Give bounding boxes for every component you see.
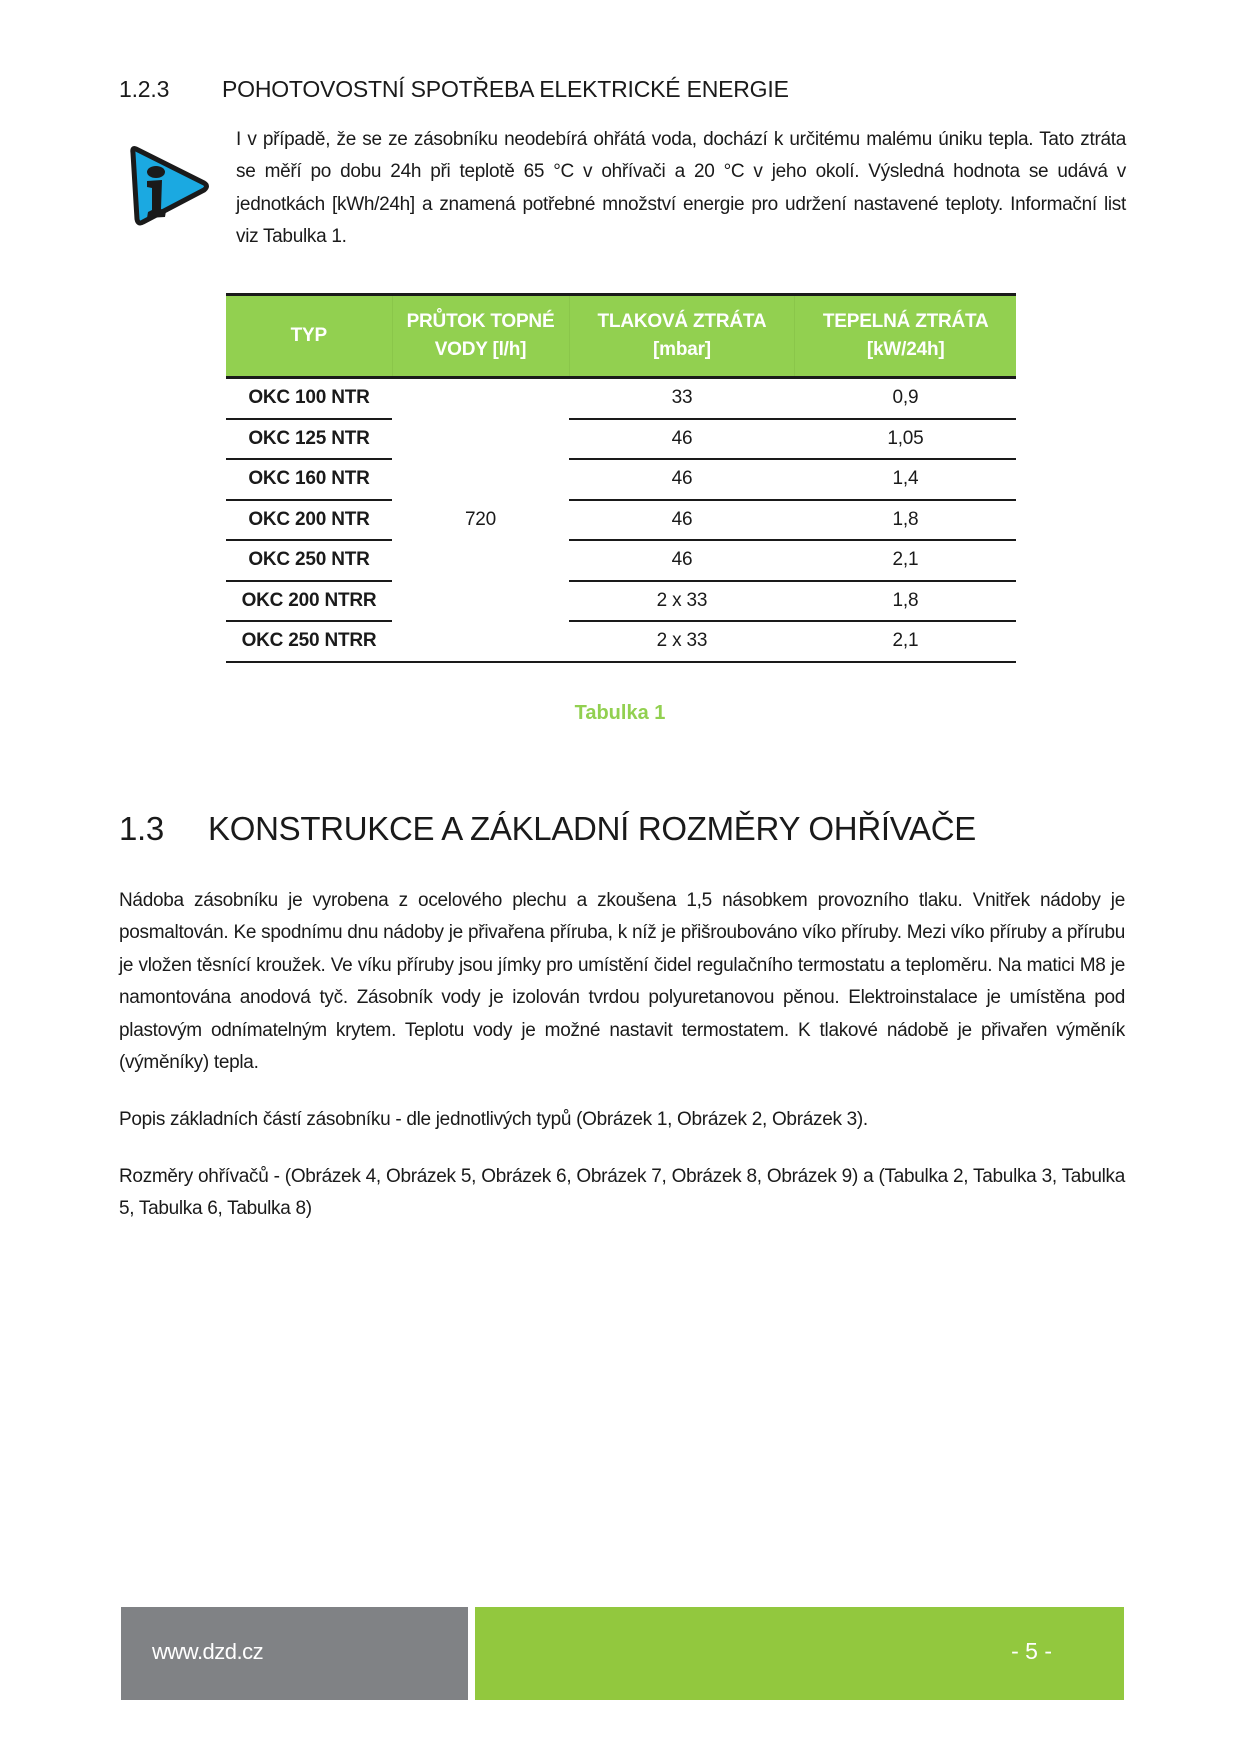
section-number: 1.2.3 [119, 76, 170, 102]
cell-pressure: 33 [569, 378, 795, 419]
dimensions-paragraph: Rozměry ohřívačů - (Obrázek 4, Obrázek 5, Obrázek 6, Obrázek 7, Obrázek 8, Obrázek 9) a (Tabulka 2, Tabulka 3, Tabulka 5, Tabulka 6, Tabulka 8) [119, 1166, 1125, 1220]
parts-paragraph: Popis základních částí zásobníku - dle jednotlivých typů (Obrázek 1, Obrázek 2, Obrázek 3). [119, 1109, 868, 1130]
cell-typ: OKC 160 NTR [226, 459, 392, 500]
table-row [226, 621, 1016, 662]
cell-heat: 1,8 [795, 500, 1016, 541]
cell-pressure: 46 [569, 500, 795, 541]
footer-website-block [121, 1607, 468, 1700]
section-number: 1.3 [119, 810, 164, 847]
header-typ: TYP [226, 295, 392, 378]
cell-typ: OKC 100 NTR [226, 378, 392, 419]
page-number: - 5 - [1011, 1638, 1052, 1664]
cell-heat: 2,1 [795, 621, 1016, 662]
footer-url-link[interactable]: www.dzd.cz [152, 1639, 264, 1664]
cell-heat: 0,9 [795, 378, 1016, 419]
cell-heat: 1,4 [795, 459, 1016, 500]
cell-pressure: 2 x 33 [569, 621, 795, 662]
table-row [226, 419, 1016, 460]
header-pressure-loss: TLAKOVÁ ZTRÁTA [mbar] [569, 295, 795, 378]
header-heat-loss: TEPELNÁ ZTRÁTA [kW/24h] [795, 295, 1016, 378]
cell-pressure: 2 x 33 [569, 581, 795, 622]
table-row [226, 459, 1016, 500]
header-flow: PRŮTOK TOPNÉ VODY [l/h] [392, 295, 569, 378]
cell-pressure: 46 [569, 419, 795, 460]
table-row [226, 581, 1016, 622]
cell-heat: 1,05 [795, 419, 1016, 460]
info-icon [128, 143, 210, 229]
cell-typ: OKC 250 NTRR [226, 621, 392, 662]
table-row [226, 500, 1016, 541]
intro-paragraph: I v případě, že se ze zásobníku neodebírá ohřátá voda, dochází k určitému malému úniku tepla. Tato ztráta se měří po dobu 24h při teplotě 65 °C v ohřívači a 20 °C v jeho okolí. Výsledná hodnota se udává v jednotkách [kWh/24h] a znamená potřebné množství energie pro udržení nastavené teploty. Informační list viz Tabulka 1. [236, 129, 1126, 248]
cell-typ: OKC 200 NTR [226, 500, 392, 541]
section-title: KONSTRUKCE A ZÁKLADNÍ ROZMĚRY OHŘÍVAČE [208, 810, 976, 847]
section-title: POHOTOVOSTNÍ SPOTŘEBA ELEKTRICKÉ ENERGIE [222, 76, 789, 102]
footer-page-block [475, 1607, 1124, 1700]
cell-typ: OKC 250 NTR [226, 540, 392, 581]
cell-heat: 2,1 [795, 540, 1016, 581]
cell-flow: 720 [392, 378, 569, 662]
spec-table [226, 293, 1016, 663]
table-header-row [226, 295, 1016, 378]
table-caption: Tabulka 1 [574, 702, 666, 724]
table-row [226, 378, 1016, 419]
construction-paragraph: Nádoba zásobníku je vyrobena z ocelového plechu a zkoušena 1,5 násobkem provozního tlaku. Vnitřek nádoby je posmaltován. Ke spodnímu dnu nádoby je přivařena příruba, k níž je přišroubováno víko příruby. Mezi víko příruby a přírubu je vložen těsnící kroužek. Ve víku příruby jsou jímky pro umístění čidel regulačního termostatu a teploměru. Na matici M8 je namontována anodová tyč. Zásobník vody je izolován tvrdou polyuretanovou pěnou. Elektroinstalace je umístěna pod plastovým odnímatelným krytem. Teplotu vody je možné nastavit termostatem. K tlakové nádobě je přivařen výměník (výměníky) tepla. [119, 890, 1125, 1074]
cell-heat: 1,8 [795, 581, 1016, 622]
cell-pressure: 46 [569, 459, 795, 500]
table-row [226, 540, 1016, 581]
cell-typ: OKC 200 NTRR [226, 581, 392, 622]
cell-typ: OKC 125 NTR [226, 419, 392, 460]
cell-pressure: 46 [569, 540, 795, 581]
